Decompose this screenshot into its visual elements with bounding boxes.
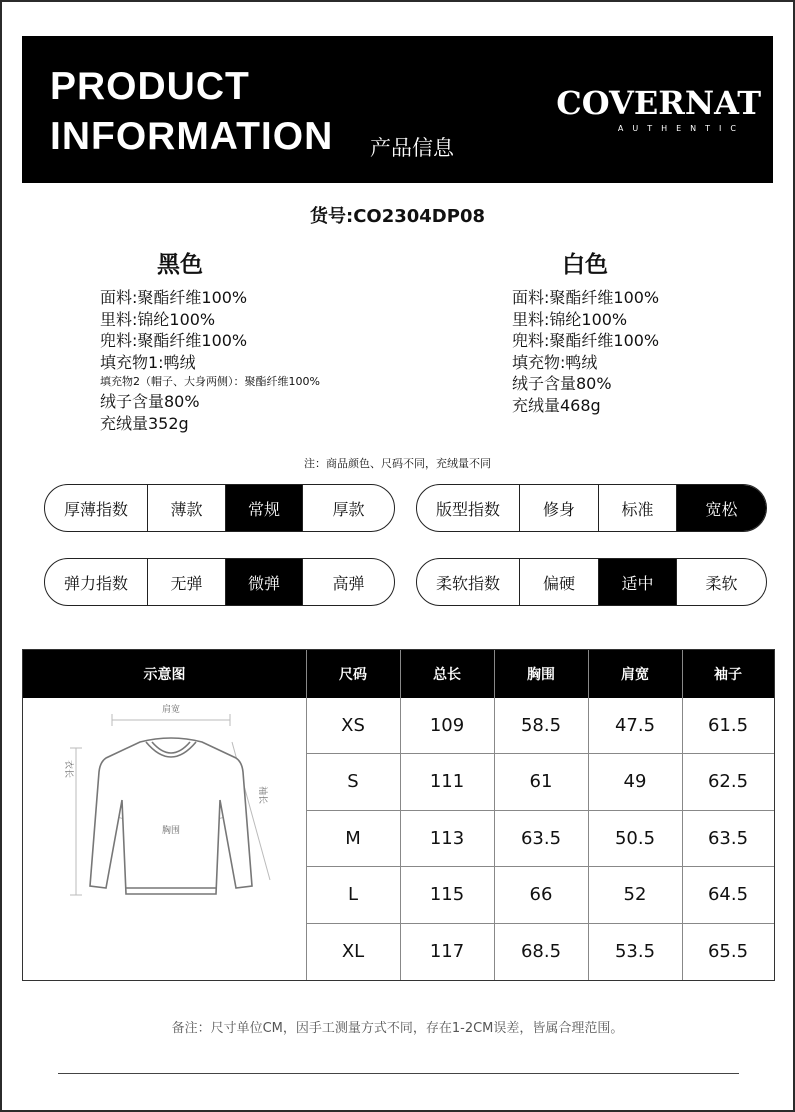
index-option: 无弹 <box>147 559 225 605</box>
spec-line: 面料:聚酯纤维100% <box>100 288 248 307</box>
index-option: 厚款 <box>302 485 394 531</box>
cell-sleeve: 62.5 <box>707 771 749 792</box>
brand-subtitle: AUTHENTIC <box>617 124 745 133</box>
cell-sleeve: 64.5 <box>707 884 749 905</box>
spec-line: 填充物1:鸭绒 <box>100 352 196 372</box>
header-sleeve: 袖子 <box>714 667 742 683</box>
cell-length: 109 <box>429 715 465 736</box>
header-diagram: 示意图 <box>143 667 186 683</box>
index-option-selected: 微弹 <box>225 559 302 605</box>
spec-line: 绒子含量80% <box>100 392 200 411</box>
spec-line: 绒子含量80% <box>512 374 612 393</box>
header-banner <box>22 36 773 183</box>
cell-size: XS <box>341 715 365 736</box>
index-option-selected: 宽松 <box>676 485 766 531</box>
cell-chest: 66 <box>529 884 553 905</box>
cell-length: 113 <box>429 827 465 849</box>
index-option: 标准 <box>598 485 676 531</box>
color-title-white: 白色 <box>562 252 608 278</box>
index-option: 高弹 <box>302 559 394 605</box>
title-subtitle: 产品信息 <box>370 136 454 160</box>
garment-diagram <box>40 690 290 910</box>
sweater-outline-icon <box>90 738 252 894</box>
cell-size: L <box>347 884 359 905</box>
cell-size: M <box>345 827 361 849</box>
spec-list-white <box>512 287 659 416</box>
cell-shoulder: 47.5 <box>614 715 656 736</box>
spec-line: 面料:聚酯纤维100% <box>512 288 660 307</box>
cell-length: 115 <box>429 884 465 905</box>
footer-note: 备注：尺寸单位CM，因手工测量方式不同，存在1-2CM误差，皆属合理范围。 <box>171 1021 624 1036</box>
header-shoulder: 肩宽 <box>621 667 649 683</box>
cell-length: 111 <box>429 771 465 792</box>
cell-chest: 61 <box>529 771 553 792</box>
fill-note: 注：商品颜色、尺码不同，充绒量不同 <box>304 457 491 470</box>
brand-logo: COVERNAT <box>556 84 761 122</box>
color-title-black: 黑色 <box>157 252 203 278</box>
cell-sleeve: 61.5 <box>707 715 749 736</box>
header-size: 尺码 <box>339 667 367 683</box>
spec-line-small: 填充物2（帽子、大身两侧）：聚酯纤维100% <box>100 375 320 388</box>
index-option: 柔软 <box>676 559 766 605</box>
spec-line: 充绒量352g <box>100 413 189 433</box>
cell-chest: 58.5 <box>520 715 562 736</box>
index-fit <box>416 484 767 532</box>
cell-chest: 68.5 <box>520 941 562 962</box>
index-option: 修身 <box>519 485 598 531</box>
index-softness <box>416 558 767 606</box>
cell-size: S <box>347 771 359 792</box>
spec-line: 兜料:聚酯纤维100% <box>100 331 248 350</box>
index-thickness <box>44 484 395 532</box>
footer-divider <box>58 1073 739 1074</box>
cell-sleeve: 63.5 <box>707 827 749 849</box>
cell-shoulder: 50.5 <box>614 827 656 849</box>
cell-size: XL <box>341 941 365 962</box>
cell-shoulder: 53.5 <box>614 941 656 962</box>
spec-line: 里料:锦纶100% <box>100 309 216 329</box>
diagram-label-length: 衣长 <box>63 760 73 779</box>
spec-list-black <box>100 287 320 434</box>
spec-line: 充绒量468g <box>512 395 601 415</box>
cell-shoulder: 52 <box>623 884 647 905</box>
header-length: 总长 <box>433 667 461 683</box>
index-label: 柔软指数 <box>435 573 500 593</box>
diagram-label-shoulder: 肩宽 <box>161 705 181 715</box>
index-option-selected: 适中 <box>598 559 676 605</box>
index-option: 偏硬 <box>519 559 598 605</box>
diagram-label-sleeve: 袖长 <box>257 786 267 805</box>
index-label: 版型指数 <box>435 499 500 519</box>
spec-line: 填充物:鸭绒 <box>512 352 598 372</box>
index-elasticity <box>44 558 395 606</box>
diagram-label-chest: 胸围 <box>161 826 181 836</box>
cell-chest: 63.5 <box>520 827 562 849</box>
index-label: 弹力指数 <box>63 573 128 593</box>
index-label: 厚薄指数 <box>63 499 128 519</box>
cell-length: 117 <box>429 941 465 962</box>
spec-line: 兜料:聚酯纤维100% <box>512 331 660 350</box>
index-option-selected: 常规 <box>225 485 302 531</box>
spec-line: 里料:锦纶100% <box>512 309 628 329</box>
header-chest: 胸围 <box>527 667 555 683</box>
model-number: 货号:CO2304DP08 <box>310 206 485 227</box>
title-line-1: PRODUCT <box>50 65 250 108</box>
cell-sleeve: 65.5 <box>707 941 749 962</box>
index-option: 薄款 <box>147 485 225 531</box>
cell-shoulder: 49 <box>623 771 647 792</box>
title-line-2: INFORMATION <box>50 115 334 158</box>
